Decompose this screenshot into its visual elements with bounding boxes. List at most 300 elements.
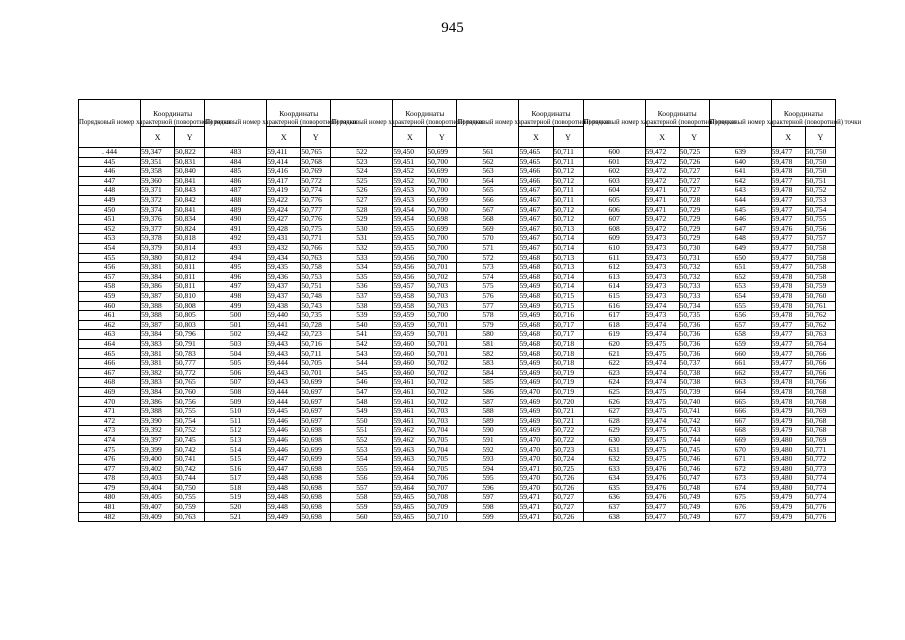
y-coordinate-cell: 50,726 (553, 483, 583, 493)
point-number-cell: 475 (79, 445, 141, 455)
x-coordinate-cell: 59,380 (141, 253, 175, 263)
point-number-header: Порядковый номер характерной (поворотной) точки (709, 100, 771, 148)
y-coordinate-cell: 50,742 (679, 416, 709, 426)
y-coordinate-cell: 50,748 (679, 483, 709, 493)
y-coordinate-cell: 50,774 (301, 186, 331, 196)
y-coordinate-cell: 50,771 (301, 234, 331, 244)
x-coordinate-cell: 59,392 (141, 426, 175, 436)
point-number-cell: 634 (583, 474, 645, 484)
x-coordinate-cell: 59,358 (141, 167, 175, 177)
point-number-cell: 538 (331, 301, 393, 311)
y-coordinate-cell: 50,812 (175, 253, 205, 263)
y-coordinate-cell: 50,736 (679, 330, 709, 340)
point-number-cell: 600 (583, 148, 645, 158)
point-number-cell: 614 (583, 282, 645, 292)
point-number-cell: 445 (79, 157, 141, 167)
point-number-cell: 591 (457, 435, 519, 445)
point-number-cell: 573 (457, 263, 519, 273)
table-row (79, 272, 836, 282)
point-number-cell: 665 (709, 397, 771, 407)
point-number-cell: 506 (205, 368, 267, 378)
y-coordinate-cell: 50,758 (805, 243, 835, 253)
point-number-cell: 510 (205, 407, 267, 417)
point-number-cell: 592 (457, 445, 519, 455)
table-row (79, 493, 836, 503)
table-body (79, 148, 836, 522)
point-number-cell: 452 (79, 224, 141, 234)
point-number-cell: 644 (709, 195, 771, 205)
y-coordinate-cell: 50,711 (553, 186, 583, 196)
point-number-cell: 488 (205, 195, 267, 205)
x-coordinate-cell: 59,469 (519, 368, 553, 378)
x-coordinate-cell: 59,477 (771, 320, 805, 330)
y-coordinate-cell: 50,711 (553, 148, 583, 158)
table-row (79, 512, 836, 522)
y-coordinate-cell: 50,718 (553, 349, 583, 359)
point-number-cell: 526 (331, 186, 393, 196)
x-coordinate-cell: 59,456 (393, 253, 427, 263)
point-number-cell: 543 (331, 349, 393, 359)
point-number-cell: 578 (457, 311, 519, 321)
point-number-cell: 551 (331, 426, 393, 436)
coordinates-table (78, 99, 862, 522)
x-coordinate-cell: 59,474 (645, 368, 679, 378)
x-coordinate-cell: 59,458 (393, 291, 427, 301)
x-coordinate-cell: 59,472 (645, 176, 679, 186)
x-coordinate-cell: 59,475 (645, 426, 679, 436)
x-coordinate-cell: 59,477 (771, 330, 805, 340)
point-number-cell: 541 (331, 330, 393, 340)
table-row (79, 330, 836, 340)
x-coordinate-cell: 59,478 (771, 301, 805, 311)
x-coordinate-cell: 59,451 (393, 157, 427, 167)
y-coordinate-cell: 50,698 (301, 502, 331, 512)
x-coordinate-cell: 59,444 (267, 387, 301, 397)
y-coordinate-cell: 50,743 (679, 426, 709, 436)
point-number-cell: 490 (205, 215, 267, 225)
x-coordinate-cell: 59,478 (771, 291, 805, 301)
point-number-cell: 583 (457, 359, 519, 369)
x-coordinate-cell: 59,448 (267, 474, 301, 484)
point-number-cell: 552 (331, 435, 393, 445)
y-coordinate-cell: 50,705 (427, 455, 457, 465)
y-coordinate-cell: 50,723 (301, 330, 331, 340)
point-number-cell: 536 (331, 282, 393, 292)
x-coordinate-cell: 59,469 (519, 407, 553, 417)
x-coordinate-cell: 59,427 (267, 215, 301, 225)
point-number-cell: 575 (457, 282, 519, 292)
point-number-cell: 632 (583, 455, 645, 465)
y-coordinate-cell: 50,714 (553, 234, 583, 244)
point-number-cell: 623 (583, 368, 645, 378)
point-number-cell: 562 (457, 157, 519, 167)
table-row (79, 407, 836, 417)
point-number-cell: 672 (709, 464, 771, 474)
y-coordinate-cell: 50,714 (553, 243, 583, 253)
x-coordinate-cell: 59,472 (645, 224, 679, 234)
y-coordinate-cell: 50,719 (553, 378, 583, 388)
y-coordinate-cell: 50,742 (175, 464, 205, 474)
y-coordinate-cell: 50,818 (175, 234, 205, 244)
y-coordinate-cell: 50,701 (427, 349, 457, 359)
point-number-cell: 507 (205, 378, 267, 388)
x-coordinate-cell: 59,444 (267, 397, 301, 407)
point-number-cell: 667 (709, 416, 771, 426)
point-number-cell: 661 (709, 359, 771, 369)
x-coordinate-cell: 59,477 (771, 339, 805, 349)
x-coordinate-cell: 59,469 (519, 416, 553, 426)
y-coordinate-cell: 50,718 (553, 359, 583, 369)
x-coordinate-cell: 59,477 (771, 195, 805, 205)
x-coordinate-cell: 59,448 (267, 493, 301, 503)
y-coordinate-cell: 50,768 (805, 426, 835, 436)
x-coordinate-cell: 59,474 (645, 330, 679, 340)
point-number-cell: 639 (709, 148, 771, 158)
y-coordinate-cell: 50,733 (679, 291, 709, 301)
x-coordinate-cell: 59,474 (645, 359, 679, 369)
y-coordinate-cell: 50,749 (679, 493, 709, 503)
x-coordinate-cell: 59,445 (267, 407, 301, 417)
y-coordinate-cell: 50,723 (553, 445, 583, 455)
point-number-cell: 470 (79, 397, 141, 407)
x-coordinate-cell: 59,469 (519, 311, 553, 321)
table-row (79, 195, 836, 205)
y-coordinate-cell: 50,754 (175, 416, 205, 426)
x-coordinate-cell: 59,443 (267, 339, 301, 349)
point-number-cell: 577 (457, 301, 519, 311)
table-row (79, 483, 836, 493)
table-row (79, 378, 836, 388)
table-row (79, 157, 836, 167)
point-number-cell: 546 (331, 378, 393, 388)
x-coordinate-cell: 59,351 (141, 157, 175, 167)
point-number-cell: 669 (709, 435, 771, 445)
point-number-cell: 660 (709, 349, 771, 359)
y-coordinate-cell: 50,702 (427, 368, 457, 378)
point-number-header: Порядковый номер характерной (поворотной) точки (205, 100, 267, 148)
x-coordinate-cell: 59,465 (393, 502, 427, 512)
x-coordinate-cell: 59,470 (519, 474, 553, 484)
x-coordinate-cell: 59,447 (267, 464, 301, 474)
y-coordinate-cell: 50,824 (175, 224, 205, 234)
x-coordinate-cell: 59,467 (519, 195, 553, 205)
x-header: X (771, 127, 805, 148)
point-number-cell: 674 (709, 483, 771, 493)
point-number-cell: 463 (79, 330, 141, 340)
x-coordinate-cell: 59,474 (645, 378, 679, 388)
point-number-cell: 626 (583, 397, 645, 407)
point-number-cell: 493 (205, 243, 267, 253)
x-coordinate-cell: 59,453 (393, 186, 427, 196)
point-number-cell: 584 (457, 368, 519, 378)
point-number-cell: 630 (583, 435, 645, 445)
point-number-cell: 547 (331, 387, 393, 397)
point-number-cell: 656 (709, 311, 771, 321)
y-coordinate-cell: 50,729 (679, 234, 709, 244)
x-coordinate-cell: 59,400 (141, 455, 175, 465)
y-coordinate-cell: 50,731 (679, 253, 709, 263)
x-coordinate-cell: 59,469 (519, 359, 553, 369)
table-row (79, 243, 836, 253)
x-coordinate-cell: 59,397 (141, 435, 175, 445)
point-number-cell: 598 (457, 502, 519, 512)
y-coordinate-cell: 50,811 (175, 272, 205, 282)
y-coordinate-cell: 50,763 (175, 512, 205, 522)
point-number-cell: 595 (457, 474, 519, 484)
y-coordinate-cell: 50,701 (427, 339, 457, 349)
y-coordinate-cell: 50,733 (679, 282, 709, 292)
point-number-cell: 521 (205, 512, 267, 522)
x-coordinate-cell: 59,477 (771, 359, 805, 369)
x-coordinate-cell: 59,471 (519, 502, 553, 512)
x-coordinate-cell: 59,477 (771, 243, 805, 253)
x-coordinate-cell: 59,387 (141, 320, 175, 330)
x-coordinate-cell: 59,436 (267, 272, 301, 282)
y-coordinate-cell: 50,746 (679, 464, 709, 474)
y-coordinate-cell: 50,755 (805, 215, 835, 225)
y-coordinate-cell: 50,717 (553, 330, 583, 340)
x-coordinate-cell: 59,467 (519, 205, 553, 215)
x-coordinate-cell: 59,475 (645, 435, 679, 445)
x-coordinate-cell: 59,444 (267, 359, 301, 369)
x-coordinate-cell: 59,478 (771, 186, 805, 196)
x-coordinate-cell: 59,456 (393, 272, 427, 282)
coordinates-header: Координаты (771, 100, 835, 127)
point-number-cell: 461 (79, 311, 141, 321)
point-number-cell: 666 (709, 407, 771, 417)
x-coordinate-cell: 59,479 (771, 426, 805, 436)
point-number-cell: 486 (205, 176, 267, 186)
y-coordinate-cell: 50,751 (301, 282, 331, 292)
point-number-cell: 558 (331, 493, 393, 503)
point-number-cell: 480 (79, 493, 141, 503)
x-coordinate-cell: 59,443 (267, 378, 301, 388)
x-coordinate-cell: 59,347 (141, 148, 175, 158)
x-coordinate-cell: 59,467 (519, 224, 553, 234)
x-coordinate-cell: 59,469 (519, 378, 553, 388)
y-coordinate-cell: 50,756 (175, 397, 205, 407)
x-coordinate-cell: 59,480 (771, 455, 805, 465)
y-coordinate-cell: 50,772 (301, 176, 331, 186)
y-coordinate-cell: 50,715 (553, 291, 583, 301)
x-coordinate-cell: 59,465 (393, 512, 427, 522)
y-coordinate-cell: 50,811 (175, 263, 205, 273)
x-coordinate-cell: 59,422 (267, 195, 301, 205)
y-coordinate-cell: 50,796 (175, 330, 205, 340)
x-coordinate-cell: 59,454 (393, 205, 427, 215)
point-number-cell: 605 (583, 195, 645, 205)
point-number-cell: 620 (583, 339, 645, 349)
y-coordinate-cell: 50,811 (175, 282, 205, 292)
point-number-cell: 650 (709, 253, 771, 263)
y-coordinate-cell: 50,777 (175, 359, 205, 369)
point-number-cell: 640 (709, 157, 771, 167)
point-number-cell: 474 (79, 435, 141, 445)
x-coordinate-cell: 59,453 (393, 195, 427, 205)
y-coordinate-cell: 50,730 (679, 243, 709, 253)
x-coordinate-cell: 59,374 (141, 205, 175, 215)
point-number-cell: 458 (79, 282, 141, 292)
y-coordinate-cell: 50,699 (427, 224, 457, 234)
y-coordinate-cell: 50,769 (301, 167, 331, 177)
x-coordinate-cell: 59,479 (771, 416, 805, 426)
x-coordinate-cell: 59,416 (267, 167, 301, 177)
point-number-cell: 594 (457, 464, 519, 474)
y-coordinate-cell: 50,709 (427, 502, 457, 512)
y-coordinate-cell: 50,805 (175, 311, 205, 321)
point-number-cell: 631 (583, 445, 645, 455)
point-number-cell: 483 (205, 148, 267, 158)
point-number-header: Порядковый номер характерной (поворотной) точки (331, 100, 393, 148)
x-coordinate-cell: 59,441 (267, 320, 301, 330)
point-number-cell: 612 (583, 263, 645, 273)
point-number-cell: 497 (205, 282, 267, 292)
y-coordinate-cell: 50,732 (679, 272, 709, 282)
x-coordinate-cell: 59,386 (141, 397, 175, 407)
x-coordinate-cell: 59,479 (771, 407, 805, 417)
point-number-cell: 533 (331, 253, 393, 263)
y-coordinate-cell: 50,739 (679, 387, 709, 397)
point-number-cell: 638 (583, 512, 645, 522)
y-coordinate-cell: 50,753 (301, 272, 331, 282)
point-number-cell: 447 (79, 176, 141, 186)
y-coordinate-cell: 50,711 (301, 349, 331, 359)
x-coordinate-cell: 59,468 (519, 330, 553, 340)
y-coordinate-cell: 50,763 (805, 330, 835, 340)
point-number-cell: 532 (331, 243, 393, 253)
x-coordinate-cell: 59,464 (393, 474, 427, 484)
point-number-cell: 531 (331, 234, 393, 244)
x-coordinate-cell: 59,472 (645, 157, 679, 167)
point-number-cell: 456 (79, 263, 141, 273)
y-coordinate-cell: 50,705 (427, 435, 457, 445)
x-coordinate-cell: 59,446 (267, 416, 301, 426)
y-coordinate-cell: 50,741 (679, 407, 709, 417)
x-coordinate-cell: 59,405 (141, 493, 175, 503)
y-coordinate-cell: 50,814 (175, 243, 205, 253)
x-coordinate-cell: 59,477 (771, 253, 805, 263)
point-number-cell: . 444 (79, 148, 141, 158)
table-row (79, 301, 836, 311)
y-coordinate-cell: 50,748 (301, 291, 331, 301)
point-number-cell: 476 (79, 455, 141, 465)
x-coordinate-cell: 59,473 (645, 272, 679, 282)
point-number-cell: 663 (709, 378, 771, 388)
x-coordinate-cell: 59,460 (393, 339, 427, 349)
y-coordinate-cell: 50,776 (805, 512, 835, 522)
x-coordinate-cell: 59,454 (393, 215, 427, 225)
x-coordinate-cell: 59,461 (393, 378, 427, 388)
y-coordinate-cell: 50,765 (175, 378, 205, 388)
x-coordinate-cell: 59,446 (267, 435, 301, 445)
point-number-cell: 671 (709, 455, 771, 465)
y-coordinate-cell: 50,700 (427, 157, 457, 167)
y-coordinate-cell: 50,713 (553, 224, 583, 234)
x-coordinate-cell: 59,417 (267, 176, 301, 186)
point-number-cell: 457 (79, 272, 141, 282)
x-coordinate-cell: 59,372 (141, 195, 175, 205)
point-number-cell: 453 (79, 234, 141, 244)
x-coordinate-cell: 59,431 (267, 234, 301, 244)
y-coordinate-cell: 50,697 (301, 397, 331, 407)
x-coordinate-cell: 59,472 (645, 215, 679, 225)
y-coordinate-cell: 50,712 (553, 167, 583, 177)
y-coordinate-cell: 50,701 (427, 263, 457, 273)
y-coordinate-cell: 50,842 (175, 195, 205, 205)
x-coordinate-cell: 59,480 (771, 464, 805, 474)
x-coordinate-cell: 59,435 (267, 263, 301, 273)
y-coordinate-cell: 50,764 (805, 339, 835, 349)
y-coordinate-cell: 50,726 (679, 157, 709, 167)
point-number-cell: 449 (79, 195, 141, 205)
y-coordinate-cell: 50,810 (175, 291, 205, 301)
x-coordinate-cell: 59,477 (771, 205, 805, 215)
y-coordinate-cell: 50,754 (805, 205, 835, 215)
point-number-cell: 465 (79, 349, 141, 359)
y-coordinate-cell: 50,700 (427, 176, 457, 186)
point-number-cell: 568 (457, 215, 519, 225)
x-coordinate-cell: 59,476 (645, 474, 679, 484)
x-coordinate-cell: 59,473 (645, 311, 679, 321)
x-coordinate-cell: 59,388 (141, 311, 175, 321)
point-number-cell: 579 (457, 320, 519, 330)
point-number-cell: 569 (457, 224, 519, 234)
y-coordinate-cell: 50,713 (553, 253, 583, 263)
x-coordinate-cell: 59,478 (771, 157, 805, 167)
y-coordinate-cell: 50,697 (301, 387, 331, 397)
point-number-header: Порядковый номер характерной (поворотной) точки (79, 100, 141, 148)
point-number-cell: 504 (205, 349, 267, 359)
table-row (79, 282, 836, 292)
y-coordinate-cell: 50,776 (301, 215, 331, 225)
point-number-header: Порядковый номер характерной (поворотной) точки (583, 100, 645, 148)
y-coordinate-cell: 50,750 (805, 157, 835, 167)
point-number-cell: 658 (709, 330, 771, 340)
point-number-cell: 492 (205, 234, 267, 244)
x-coordinate-cell: 59,399 (141, 445, 175, 455)
y-coordinate-cell: 50,725 (553, 464, 583, 474)
point-number-cell: 501 (205, 320, 267, 330)
point-number-cell: 653 (709, 282, 771, 292)
y-coordinate-cell: 50,768 (805, 397, 835, 407)
x-coordinate-cell: 59,465 (519, 157, 553, 167)
y-coordinate-cell: 50,831 (175, 157, 205, 167)
y-coordinate-cell: 50,698 (301, 474, 331, 484)
y-coordinate-cell: 50,766 (805, 378, 835, 388)
point-number-cell: 610 (583, 243, 645, 253)
x-coordinate-cell: 59,461 (393, 407, 427, 417)
y-coordinate-cell: 50,736 (679, 339, 709, 349)
y-coordinate-cell: 50,749 (679, 502, 709, 512)
y-coordinate-cell: 50,700 (427, 205, 457, 215)
point-number-cell: 560 (331, 512, 393, 522)
point-number-cell: 559 (331, 502, 393, 512)
point-number-cell: 540 (331, 320, 393, 330)
point-number-cell: 589 (457, 416, 519, 426)
point-number-cell: 642 (709, 176, 771, 186)
y-coordinate-cell: 50,698 (301, 493, 331, 503)
point-number-cell: 487 (205, 186, 267, 196)
y-coordinate-cell: 50,704 (427, 445, 457, 455)
table-row (79, 397, 836, 407)
table-row (79, 349, 836, 359)
point-number-cell: 542 (331, 339, 393, 349)
y-coordinate-cell: 50,700 (427, 243, 457, 253)
y-coordinate-cell: 50,727 (553, 493, 583, 503)
point-number-cell: 495 (205, 263, 267, 273)
point-number-cell: 652 (709, 272, 771, 282)
y-coordinate-cell: 50,699 (301, 378, 331, 388)
